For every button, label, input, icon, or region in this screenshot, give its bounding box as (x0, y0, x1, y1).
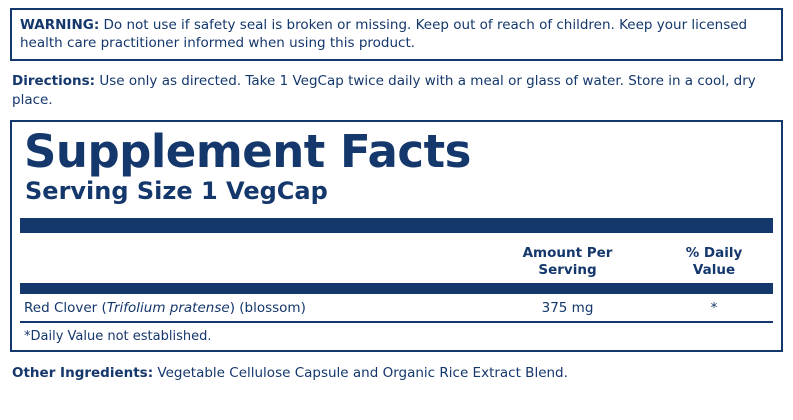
directions-section (10, 72, 783, 108)
column-headers (20, 233, 773, 279)
amount-per-serving-header (480, 245, 655, 279)
table-row (20, 294, 773, 323)
nutrient-amount: 375 mg (541, 299, 594, 316)
other-ingredients-section (10, 364, 783, 382)
nutrient-name-latin: Trifolium pratense (106, 299, 230, 316)
directions-text: Use only as directed. Take 1 VegCap twice daily with a meal or glass of water. Store in a cool, dry place. (12, 73, 756, 108)
nutrient-name-suffix: ) (blossom) (229, 299, 306, 316)
supplement-facts-title: Supplement Facts (24, 124, 471, 178)
amount-per-serving-line2: Serving (538, 262, 597, 279)
header-divider-bar (20, 218, 773, 233)
daily-value-line2: Value (692, 262, 736, 279)
serving-size: Serving Size 1 VegCap (25, 177, 328, 206)
daily-value-line1: % Daily (685, 245, 743, 262)
nutrient-name-prefix: Red Clover ( (24, 299, 107, 316)
warning-text: Do not use if safety seal is broken or missing. Keep out of reach of children. Keep your licensed health care practitioner informed when using this product. (20, 17, 748, 52)
warning-label: WARNING: (20, 17, 100, 33)
directions-label: Directions: (12, 73, 96, 90)
column-divider-bar (20, 283, 773, 294)
nutrient-daily-value: * (710, 299, 718, 316)
warning-box (10, 8, 783, 61)
amount-per-serving-line1: Amount Per (522, 245, 613, 262)
other-ingredients-label: Other Ingredients: (12, 364, 154, 381)
daily-value-header (655, 245, 773, 279)
nutrient-name (24, 300, 480, 316)
supplement-facts-panel (10, 120, 783, 352)
other-ingredients-text: Vegetable Cellulose Capsule and Organic Rice Extract Blend. (153, 364, 568, 381)
daily-value-footnote: *Daily Value not established. (24, 328, 212, 344)
